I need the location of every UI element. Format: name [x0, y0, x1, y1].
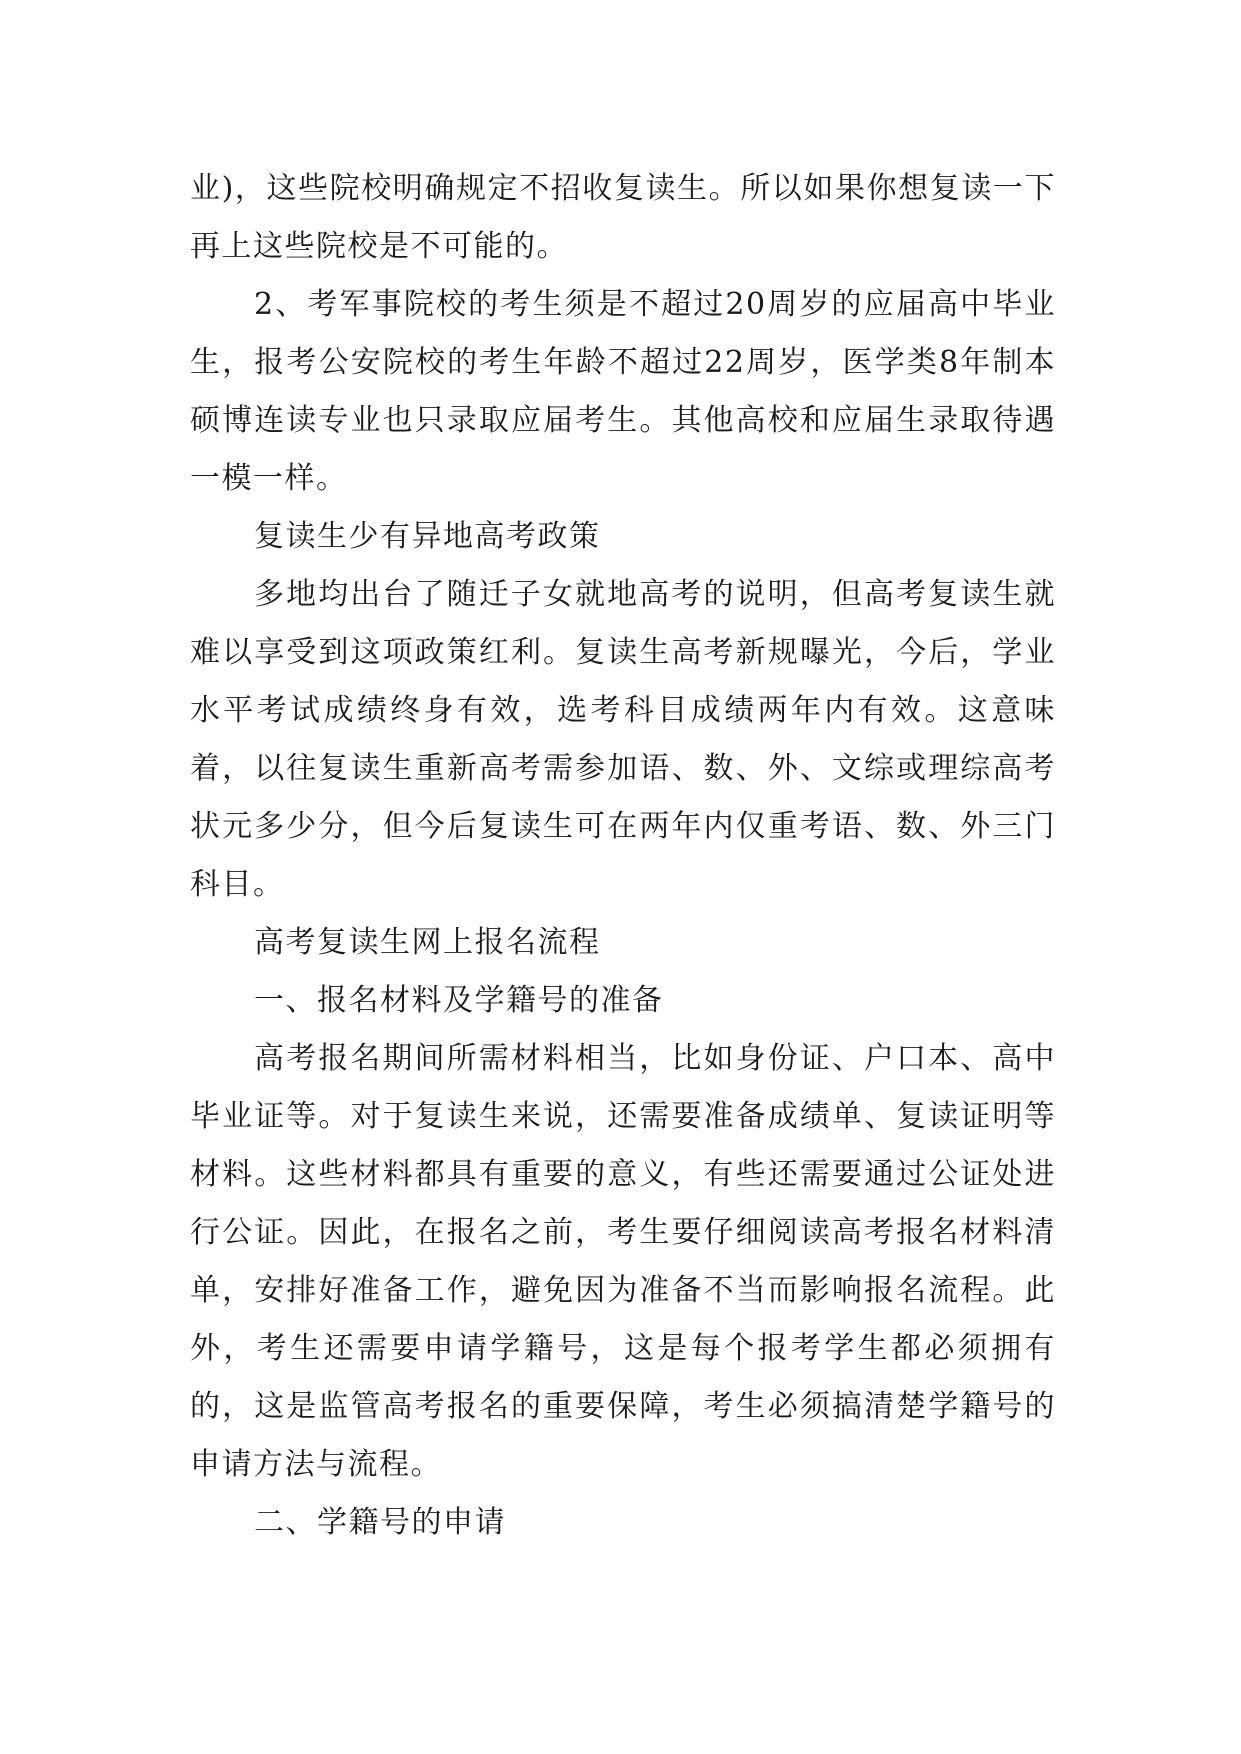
- paragraph-remote-exam-policy: 多地均出台了随迁子女就地高考的说明，但高考复读生就难以享受到这项政策红利。复读生高考新规曝光，今后，学业水平考试成绩终身有效，选考科目成绩两年内有效。这意味着，以往复读生重新高考需参加语、数、外、文综或理综高考状元多少分，但今后复读生可在两年内仅重考语、数、外三门科目。: [190, 577, 1056, 902]
- heading-remote-exam-policy: 复读生少有异地高考政策: [254, 519, 601, 554]
- heading-section-one: 一、报名材料及学籍号的准备: [254, 983, 664, 1018]
- document-body: [190, 160, 1056, 1552]
- heading-online-registration: 高考复读生网上报名流程: [254, 925, 601, 960]
- paragraph-continuation: 业)，这些院校明确规定不招收复读生。所以如果你想复读一下再上这些院校是不可能的。: [190, 171, 1056, 264]
- paragraph-registration-materials: 高考报名期间所需材料相当，比如身份证、户口本、高中毕业证等。对于复读生来说，还需要准备成绩单、复读证明等材料。这些材料都具有重要的意义，有些还需要通过公证处进行公证。因此，在报名之前，考生要仔细阅读高考报名材料清单，安排好准备工作，避免因为准备不当而影响报名流程。此外，考生还需要申请学籍号，这是每个报考学生都必须拥有的，这是监管高考报名的重要保障，考生必须搞清楚学籍号的申请方法与流程。: [190, 1041, 1056, 1482]
- paragraph-age-requirements: 2、考军事院校的考生须是不超过20周岁的应届高中毕业生，报考公安院校的考生年龄不超过22周岁，医学类8年制本硕博连读专业也只录取应届考生。其他高校和应届生录取待遇一模一样。: [190, 287, 1056, 496]
- heading-section-two: 二、学籍号的申请: [254, 1505, 506, 1540]
